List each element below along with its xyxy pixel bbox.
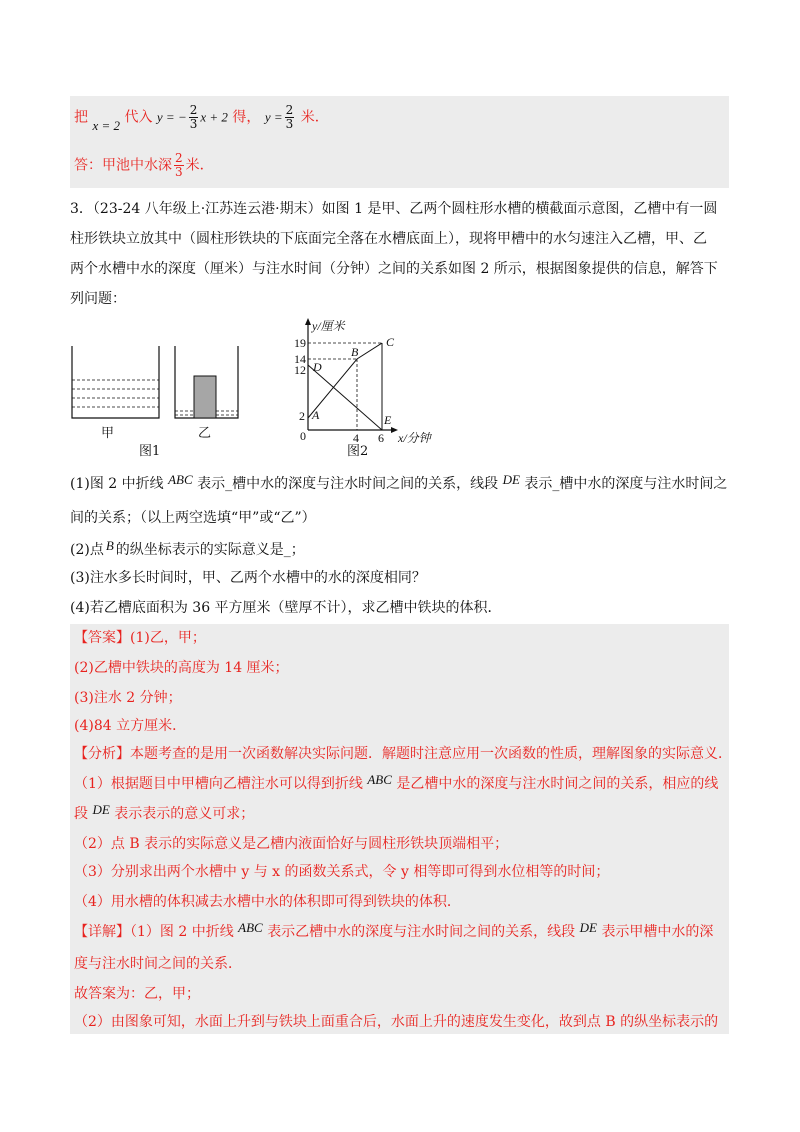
math-ABC: ABC bbox=[367, 772, 392, 787]
frac-den: 3 bbox=[285, 117, 294, 131]
analysis-2-prefix: （1）根据题目中甲槽向乙槽注水可以得到折线 bbox=[74, 776, 363, 792]
fraction-2-3 bbox=[189, 104, 199, 131]
question-4: (4)若乙槽底面积为 36 平方厘米（壁厚不计），求乙槽中铁块的体积． bbox=[70, 600, 502, 616]
detail-3: 故答案为：乙，甲； bbox=[74, 986, 200, 1002]
text-mi: 米． bbox=[300, 109, 329, 126]
detail-1 bbox=[74, 922, 713, 942]
figure-2-graph bbox=[294, 316, 454, 452]
y-tick-12: 12 bbox=[294, 363, 306, 377]
x-tick-4: 4 bbox=[353, 431, 359, 445]
point-B: B bbox=[351, 345, 359, 359]
math-DE: DE bbox=[502, 472, 520, 487]
analysis-5: （3）分别求出两个水槽中 y 与 x 的函数关系式，令 y 相等即可得到水位相等的时间； bbox=[74, 864, 610, 880]
question-3: (3)注水多长时间时，甲、乙两个水槽中的水的深度相同？ bbox=[70, 570, 426, 586]
detail-4: （2）由图象可知，水面上升到与铁块上面重合后，水面上升的速度发生变化，故到点 B 的纵坐标表示的 bbox=[74, 1014, 719, 1030]
analysis-6: （4）用水槽的体积减去水槽中水的体积即可得到铁块的体积． bbox=[74, 894, 461, 910]
frac-num: 2 bbox=[189, 103, 198, 117]
analysis-3-prefix: 段 bbox=[74, 806, 88, 822]
math-y-eq: y = − bbox=[156, 109, 187, 125]
q2-prefix: (2)点 bbox=[70, 542, 104, 558]
math-x-plus-2: x + 2 bbox=[200, 109, 228, 125]
answer-3: (3)注水 2 分钟； bbox=[74, 690, 182, 706]
frac-num: 2 bbox=[175, 151, 183, 165]
text-de: 得， bbox=[232, 109, 261, 126]
q1-mid: 表示_槽中水的深度与注水时间之间的关系，线段 bbox=[197, 476, 499, 492]
fraction-2-3-result bbox=[285, 104, 295, 131]
frac-den: 3 bbox=[189, 117, 198, 131]
point-D: D bbox=[313, 360, 322, 374]
math-ABC: ABC bbox=[168, 472, 193, 487]
detail-2: 度与注水时间之间的关系． bbox=[74, 956, 242, 972]
text-ba: 把 bbox=[74, 109, 88, 126]
y-tick-19: 19 bbox=[294, 336, 306, 350]
math-DE: DE bbox=[579, 920, 597, 935]
analysis-2 bbox=[74, 774, 718, 794]
point-C: C bbox=[386, 335, 395, 349]
analysis-3 bbox=[74, 804, 254, 824]
problem-line-1: 3．（23-24 八年级上·江苏连云港·期末）如图 1 是甲、乙两个圆柱形水槽的横截面示意图，乙槽中有一圆 bbox=[70, 201, 718, 217]
answer-1: 【答案】(1)乙，甲； bbox=[74, 630, 206, 646]
iron-block bbox=[194, 376, 216, 418]
fraction-answer bbox=[174, 152, 184, 179]
origin-label: 0 bbox=[300, 429, 306, 443]
point-E: E bbox=[384, 413, 392, 427]
y-axis-label: y/厘米 bbox=[312, 319, 345, 333]
q1-prefix: (1)图 2 中折线 bbox=[70, 476, 164, 492]
q1-tail: 表示_槽中水的深度与注水时间之 bbox=[524, 476, 728, 492]
analysis-3-tail: 表示表示的意义可求； bbox=[114, 806, 255, 822]
polyline-ABC bbox=[308, 343, 382, 418]
x-tick-6: 6 bbox=[378, 431, 384, 445]
detail-1-tail: 表示甲槽中水的深 bbox=[601, 924, 714, 940]
tank-yi bbox=[175, 346, 238, 418]
answer-2: (2)乙槽中铁块的高度为 14 厘米； bbox=[74, 660, 289, 676]
fig1-label-yi: 乙 bbox=[198, 426, 212, 441]
frac-num: 2 bbox=[285, 103, 294, 117]
problem-line-2: 柱形铁块立放其中（圆柱形铁块的下底面完全落在水槽底面上），现将甲槽中的水匀速注入乙槽，甲、乙 bbox=[70, 231, 707, 247]
text-mi: 米． bbox=[185, 157, 214, 174]
analysis-1: 【分析】本题考查的是用一次函数解决实际问题．解题时注意应用一次函数的性质，理解图象的实际意义． bbox=[74, 746, 732, 762]
math-B: B bbox=[105, 538, 114, 553]
problem-line-3: 两个水槽中水的深度（厘米）与注水时间（分钟）之间的关系如图 2 所示，根据图象提供的信息，解答下 bbox=[70, 261, 718, 277]
y-tick-2: 2 bbox=[299, 409, 305, 423]
math-x-eq-2: x = 2 bbox=[92, 117, 120, 133]
problem-line-4: 列问题： bbox=[70, 291, 126, 307]
fig1-caption: 图1 bbox=[139, 444, 161, 459]
top-line-2 bbox=[74, 152, 214, 179]
math-DE: DE bbox=[92, 802, 110, 817]
fig1-label-jia: 甲 bbox=[101, 426, 115, 441]
question-1-line-1 bbox=[70, 474, 727, 494]
answer-4: (4)84 立方厘米． bbox=[74, 718, 187, 734]
point-A: A bbox=[312, 408, 320, 422]
problem-paragraph bbox=[70, 194, 730, 314]
text-dairu: 代入 bbox=[124, 109, 153, 126]
y-tick-14: 14 bbox=[294, 352, 306, 366]
answer-label: 答：甲池中水深 bbox=[74, 157, 172, 174]
top-line-1 bbox=[74, 104, 329, 131]
analysis-2-tail: 是乙槽中水的深度与注水时间之间的关系，相应的线 bbox=[396, 776, 719, 792]
tank-jia bbox=[72, 346, 159, 418]
q2-tail: 的纵坐标表示的实际意义是_； bbox=[115, 542, 305, 558]
math-ABC: ABC bbox=[238, 920, 263, 935]
detail-1-prefix: 【详解】（1）图 2 中折线 bbox=[74, 924, 234, 940]
question-2 bbox=[70, 540, 305, 560]
analysis-4: （2）点 B 表示的实际意义是乙槽内液面恰好与圆柱形铁块顶端相平； bbox=[74, 836, 509, 852]
question-1-line-2: 间的关系；（以上两空选填“甲”或“乙”） bbox=[70, 510, 316, 526]
math-y-result: y = bbox=[264, 109, 283, 125]
x-axis-label: x/分钟 bbox=[398, 431, 431, 445]
fig2-caption: 图2 bbox=[347, 444, 369, 459]
detail-1-mid: 表示乙槽中水的深度与注水时间之间的关系，线段 bbox=[267, 924, 576, 940]
frac-den: 3 bbox=[175, 165, 183, 179]
